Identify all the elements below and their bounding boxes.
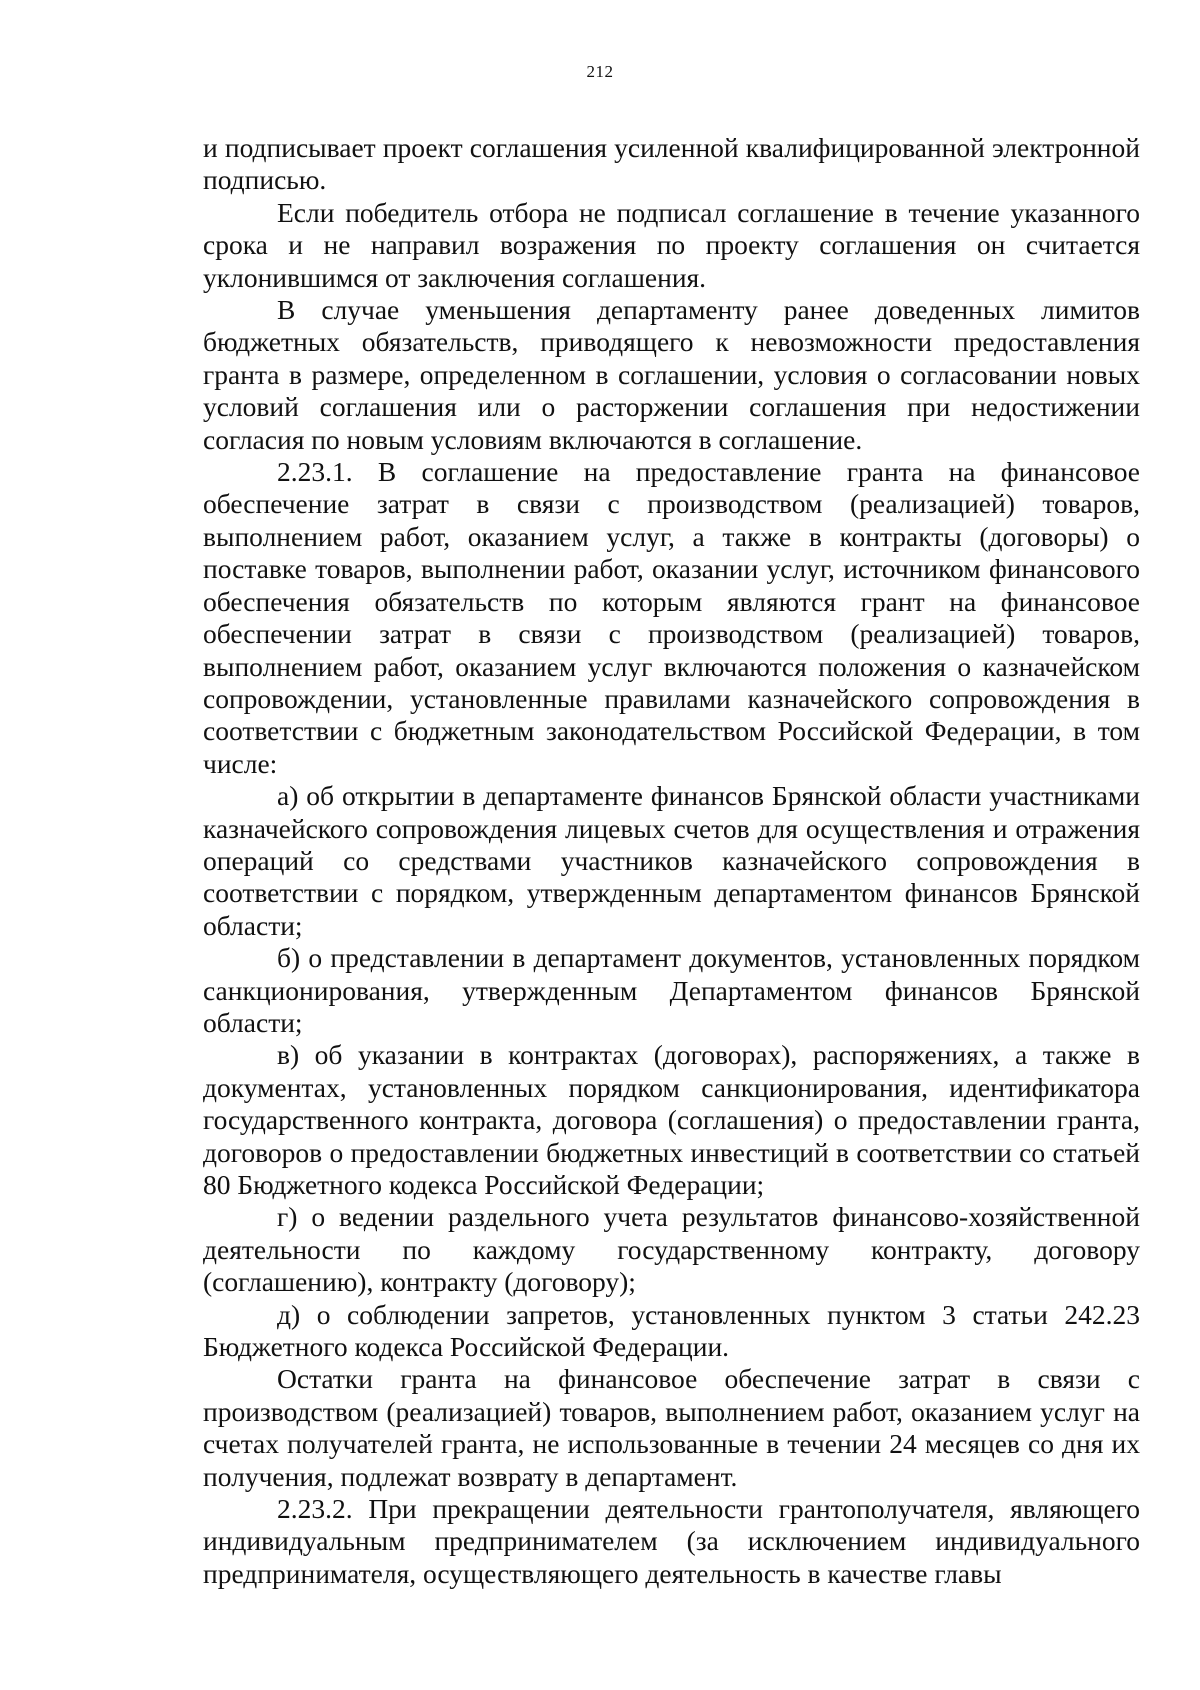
- paragraph-2-23-2: 2.23.2. При прекращении деятельности грантополучателя, являющего индивидуальным предпринимателем (за исключением индивидуального предпринимателя, осуществляющего деятельность в качестве главы: [203, 1493, 1140, 1589]
- list-item-g: г) о ведении раздельного учета результатов финансово-хозяйственной деятельности по каждому государственному контракту, договору (соглашению), контракту (договору);: [203, 1201, 1140, 1298]
- paragraph-2-23-1: 2.23.1. В соглашение на предоставление гранта на финансовое обеспечение затрат в связи с производством (реализацией) товаров, выполнением работ, оказанием услуг, а также в контракты (договоры) о поставке товаров, выполнении работ, оказании услуг, источником финансового обеспечения обязательств по которым являются грант на финансовое обеспечении затрат в связи с производством (реализацией) товаров, выполнением работ, оказанием услуг включаются положения о казначейском сопровождении, установленные правилами казначейского сопровождения в соответствии с бюджетным законодательством Российской Федерации, в том числе:: [203, 456, 1140, 779]
- paragraph-continuation: и подписывает проект соглашения усиленной квалифицированной электронной подписью.: [203, 132, 1140, 196]
- paragraph-limits-reduction: В случае уменьшения департаменту ранее доведенных лимитов бюджетных обязательств, приводящего к невозможности предоставления гранта в размере, определенном в соглашении, условия о согласовании новых условий соглашения или о расторжении соглашения при недостижении согласия по новым условиям включаются в соглашение.: [203, 294, 1140, 455]
- page-number: 212: [586, 62, 614, 81]
- document-body: [203, 132, 1140, 1590]
- paragraph-signing-deadline: Если победитель отбора не подписал соглашение в течение указанного срока и не направил возражения по проекту соглашения он считается уклонившимся от заключения соглашения.: [203, 196, 1140, 293]
- list-item-d: д) о соблюдении запретов, установленных пунктом 3 статьи 242.23 Бюджетного кодекса Российской Федерации.: [203, 1298, 1140, 1363]
- list-item-b: б) о представлении в департамент документов, установленных порядком санкционирования, утвержденным Департаментом финансов Брянской области;: [203, 942, 1140, 1038]
- list-item-a: а) об открытии в департаменте финансов Брянской области участниками казначейского сопровождения лицевых счетов для осуществления и отражения операций со средствами участников казначейского сопровождения в соответствии с порядком, утвержденным департаментом финансов Брянской области;: [203, 780, 1140, 941]
- list-item-v: в) об указании в контрактах (договорах), распоряжениях, а также в документах, установленных порядком санкционирования, идентификатора государственного контракта, договора (соглашения) о предоставлении гранта, договоров о предоставлении бюджетных инвестиций в соответствии со статьей 80 Бюджетного кодекса Российской Федерации;: [203, 1039, 1140, 1200]
- paragraph-grant-remainders: Остатки гранта на финансовое обеспечение затрат в связи с производством (реализацией) товаров, выполнением работ, оказанием услуг на счетах получателей гранта, не использованные в течении 24 месяцев со дня их получения, подлежат возврату в департамент.: [203, 1363, 1140, 1492]
